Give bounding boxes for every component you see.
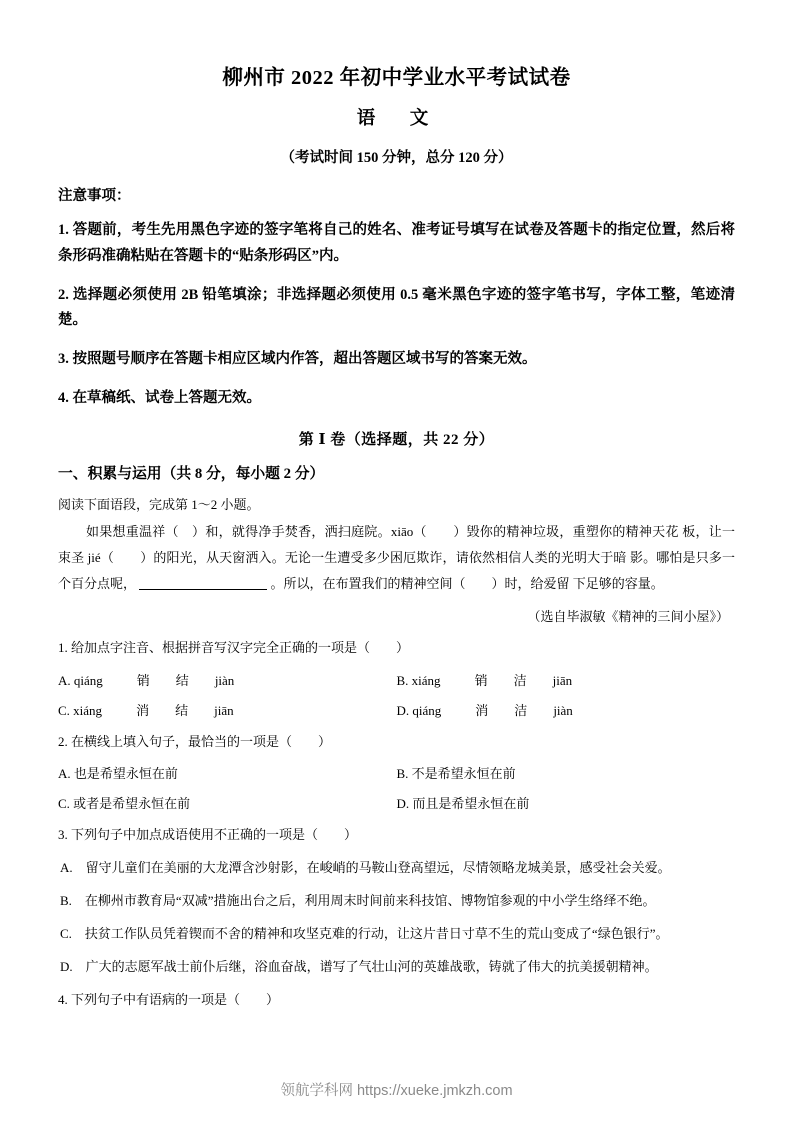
opt-b-pinyin2: jiān [552,672,573,688]
opt-a-pinyin: A. qiáng [58,672,103,688]
section-heading: 第 Ⅰ 卷（选择题，共 22 分） [298,431,495,448]
question-1-number: 1. [58,639,68,655]
question-1-options-row-2 [58,700,735,719]
question-2-options-row-2 [58,793,735,812]
opt-a-char2: 结 [175,672,189,688]
question-3-text: 下列句子中加点成语使用不正确的一项是（ ） [71,827,358,843]
question-2-number: 2. [58,733,68,749]
question-3-option-d[interactable]: D. 广大的志愿军战士前仆后继，浴血奋战，谱写了气壮山河的英雄战歌，铸就了伟大的抗美援朝精神。 [60,958,658,974]
question-3-number: 3. [58,827,68,843]
question-2-option-a[interactable]: A. 也是希望永恒在前 [58,766,178,782]
notice-item-2: 2. 选择题必须使用 2B 铅笔填涂；非选择题必须使用 0.5 毫米黑色字迹的签字笔书写，字体工整，笔迹清楚。 [58,286,735,329]
question-2-option-c[interactable]: C. 或者是希望永恒在前 [58,796,191,812]
question-2-text: 在横线上填入句子，最恰当的一项是（ ） [71,733,332,749]
page-title: 柳州市 2022 年初中学业水平考试试卷 [222,67,571,89]
opt-d-pinyin: D. qiáng [396,702,442,718]
passage-source: （选自毕淑敏《精神的三间小屋》） [527,608,729,624]
opt-c-pinyin2: jiān [214,702,234,718]
opt-d-pinyin2: jiàn [553,702,573,718]
opt-c-char1: 消 [136,702,150,718]
question-1-option-a[interactable] [58,670,397,689]
question-4-text: 下列句子中有语病的一项是（ ） [71,992,280,1008]
question-2-stem [58,732,735,753]
question-3-option-a[interactable]: A. 留守儿童们在美丽的大龙潭含沙射影，在峻峭的马鞍山登高望远，尽情领略龙城美景，感受社会关爱。 [60,860,671,876]
question-2-option-d[interactable]: D. 而且是希望永恒在前 [396,796,530,812]
question-1-option-c[interactable] [58,700,397,719]
question-3-stem [58,825,735,846]
question-3-option-b[interactable]: B. 在柳州市教育局“双减”措施出台之后，利用周末时间前来科技馆、博物馆参观的中小学生络绎不绝。 [60,892,656,908]
exam-info: （考试时间 150 分钟，总分 120 分） [280,150,513,166]
reading-instruction: 阅读下面语段，完成第 1～2 小题。 [58,496,260,512]
question-3-option-c[interactable]: C. 扶贫工作队员凭着锲而不舍的精神和攻坚克难的行动，让这片昔日寸草不生的荒山变成了“绿色银行”。 [60,925,669,941]
passage-line-2: 板，让一束圣 jié（ ）的阳光，从天窗洒入。无论一生遭受多少困厄欺诈，请依然相信人类的光明大于暗 [58,523,735,565]
notice-item-1: 1. 答题前，考生先用黑色字迹的签字笔将自己的姓名、准考证号填写在试卷及答题卡的指定位置，然后将条形码准确粘贴在答题卡的“贴条形码区”内。 [58,222,735,264]
question-1-option-b[interactable] [397,670,736,689]
question-1-options-row-1 [58,670,735,689]
footer-watermark: 领航学科网 https://xueke.jmkzh.com [280,1083,513,1099]
passage-line-4: 。所以，在布置我们的精神空间（ ）时，给爱留 [270,575,570,591]
question-1-stem [58,638,735,659]
opt-b-char1: 销 [474,672,488,688]
notice-item-3: 3. 按照题号顺序在答题卡相应区域内作答，超出答题区域书写的答案无效。 [58,351,537,368]
question-2-options-row-1 [58,763,735,782]
notice-heading: 注意事项： [58,188,131,204]
fill-in-blank [139,589,267,590]
passage-line-1: 如果想重温祥（ ）和，就得净手焚香，洒扫庭院。xiāo（ ）毁你的精神垃圾，重塑你的精神天花 [86,523,679,539]
opt-a-char1: 销 [136,672,150,688]
passage-line-3: 影。哪怕是只多一个百分点呢， [58,549,735,591]
question-1-option-d[interactable] [397,700,736,719]
opt-c-char2: 结 [175,702,189,718]
passage-text [58,519,735,597]
question-1-text: 给加点字注音、根据拼音写汉字完全正确的一项是（ ） [71,639,410,655]
subject-title: 语 文 [356,109,437,129]
opt-b-pinyin: B. xiáng [396,672,441,688]
opt-c-pinyin: C. xiáng [58,702,103,718]
part-heading: 一、积累与运用（共 8 分，每小题 2 分） [58,465,325,482]
opt-d-char1: 消 [475,702,489,718]
question-4-number: 4. [58,992,68,1008]
passage-line-5: 下足够的容量。 [572,575,664,591]
opt-b-char2: 洁 [513,672,527,688]
notice-item-4: 4. 在草稿纸、试卷上答题无效。 [58,389,261,406]
question-4-stem [58,990,735,1011]
question-2-option-b[interactable]: B. 不是希望永恒在前 [396,766,516,782]
opt-a-pinyin2: jiàn [214,672,235,688]
opt-d-char2: 洁 [514,702,528,718]
